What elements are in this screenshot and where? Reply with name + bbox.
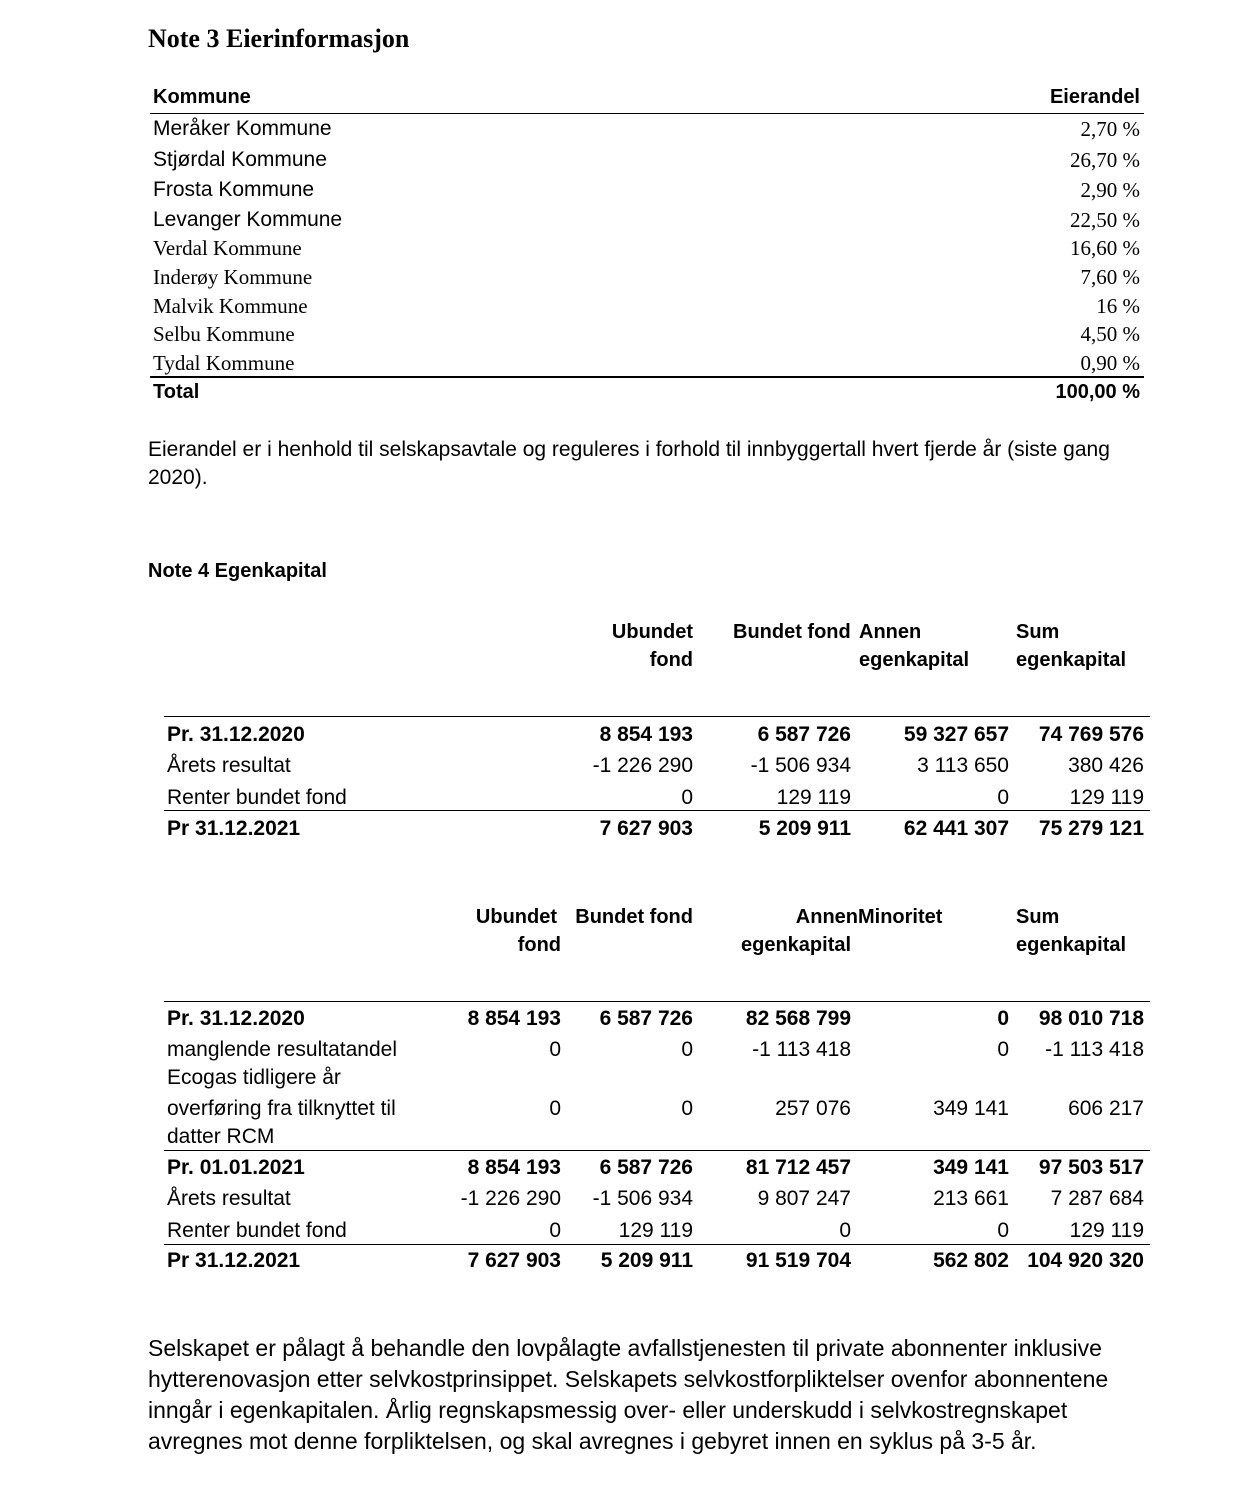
row-label: Pr 31.12.2021 xyxy=(167,1249,301,1272)
header-divider xyxy=(150,113,1144,114)
header-ubundet: Ubundet xyxy=(611,621,693,643)
row-label: Pr. 01.01.2021 xyxy=(167,1156,305,1179)
header-annen-line2: egenkapital xyxy=(741,934,852,956)
value-ubundet: 0 xyxy=(681,786,693,809)
value-annen: 0 xyxy=(839,1219,851,1242)
value-annen: 81 712 457 xyxy=(745,1156,851,1179)
header-annen: Annen xyxy=(795,906,858,928)
value-sum: 606 217 xyxy=(1068,1097,1144,1120)
value-minoritet: 0 xyxy=(997,1007,1009,1030)
value-ubundet: -1 226 290 xyxy=(592,754,693,777)
table-divider xyxy=(164,716,1150,717)
value-bundet: 5 209 911 xyxy=(758,817,851,840)
value-ubundet: 8 854 193 xyxy=(599,723,693,746)
header-sum-line2: egenkapital xyxy=(1016,649,1127,671)
ownership-header-row xyxy=(150,86,1144,114)
table-row xyxy=(150,322,1144,350)
ownership-share: 2,70 % xyxy=(1080,117,1140,141)
header-ubundet: Ubundet xyxy=(475,906,557,928)
header-ubundet-line2: fond xyxy=(517,934,561,956)
table-row xyxy=(150,265,1144,293)
value-ubundet: 7 627 903 xyxy=(467,1249,561,1272)
header-sum: Sum xyxy=(1016,906,1060,928)
municipality-name: Malvik Kommune xyxy=(153,294,308,318)
note4-title: Note 4 Egenkapital xyxy=(148,560,327,582)
row-label: Pr. 31.12.2020 xyxy=(167,1007,305,1030)
table-row xyxy=(150,294,1144,322)
value-bundet: 6 587 726 xyxy=(599,1156,693,1179)
table-row xyxy=(150,117,1144,145)
column-header-kommune: Kommune xyxy=(153,86,251,108)
total-divider xyxy=(150,376,1144,378)
ownership-share: 16,60 % xyxy=(1070,236,1140,260)
ownership-share: 0,90 % xyxy=(1080,351,1140,375)
table-divider xyxy=(164,1244,1150,1245)
row-label: manglende resultatandel xyxy=(167,1038,397,1061)
table-row xyxy=(150,351,1144,379)
municipality-name: Selbu Kommune xyxy=(153,322,295,346)
value-sum: 7 287 684 xyxy=(1050,1187,1144,1210)
value-bundet: -1 506 934 xyxy=(592,1187,693,1210)
value-minoritet: 562 802 xyxy=(933,1249,1009,1272)
column-header-eierandel: Eierandel xyxy=(1049,86,1140,108)
municipality-name: Inderøy Kommune xyxy=(153,265,313,289)
municipality-name: Verdal Kommune xyxy=(153,236,302,260)
table-divider xyxy=(164,1001,1150,1002)
header-annen-line2: egenkapital xyxy=(859,649,970,671)
value-annen: 91 519 704 xyxy=(745,1249,851,1272)
value-bundet: 129 119 xyxy=(776,786,851,809)
value-annen: -1 113 418 xyxy=(752,1038,851,1061)
value-sum: 129 119 xyxy=(1069,1219,1144,1242)
value-sum: 74 769 576 xyxy=(1038,723,1144,746)
municipality-name: Tydal Kommune xyxy=(153,351,295,375)
table-row xyxy=(150,236,1144,264)
total-row xyxy=(150,381,1144,409)
municipality-name: Stjørdal Kommune xyxy=(153,148,327,171)
value-ubundet: 0 xyxy=(549,1219,561,1242)
value-bundet: 5 209 911 xyxy=(600,1249,693,1272)
row-label: Renter bundet fond xyxy=(167,1219,347,1242)
row-label: overføring fra tilknyttet til xyxy=(167,1097,396,1120)
value-annen: 59 327 657 xyxy=(903,723,1009,746)
value-annen: 62 441 307 xyxy=(903,817,1009,840)
header-bundet-fond: Bundet fond xyxy=(575,906,693,928)
note3-title: Note 3 Eierinformasjon xyxy=(148,24,410,53)
value-minoritet: 213 661 xyxy=(933,1187,1009,1210)
ownership-share: 22,50 % xyxy=(1070,208,1140,232)
value-annen: 0 xyxy=(997,786,1009,809)
value-ubundet: 8 854 193 xyxy=(467,1007,561,1030)
selfcost-paragraph: Selskapet er pålagt å behandle den lovpålagte avfallstjenesten til private abonnenter inklusive hytterenovasjon etter selvkostprinsippet. Selskapets selvkostforpliktelser ovenfor abonnentene inngår i egenkapitalen. Årlig regnskapsmessig over- eller underskudd i selvkostregnskapet avregnes mot denne forpliktelsen, og skal avregnes i gebyret innen en syklus på 3-5 år. xyxy=(148,1335,1109,1454)
value-bundet: 0 xyxy=(681,1097,693,1120)
value-bundet: 0 xyxy=(681,1038,693,1061)
header-annen: Annen xyxy=(859,621,922,643)
value-ubundet: -1 226 290 xyxy=(460,1187,561,1210)
header-sum-line2: egenkapital xyxy=(1016,934,1127,956)
value-sum: 104 920 320 xyxy=(1027,1249,1144,1272)
ownership-share: 26,70 % xyxy=(1070,148,1140,172)
value-minoritet: 349 141 xyxy=(933,1097,1009,1120)
value-bundet: 129 119 xyxy=(618,1219,693,1242)
header-minoritet: Minoritet xyxy=(858,906,943,928)
municipality-name: Meråker Kommune xyxy=(153,117,332,140)
header-bundet-fond: Bundet fond xyxy=(733,621,851,643)
value-annen: 257 076 xyxy=(775,1097,851,1120)
value-annen: 3 113 650 xyxy=(917,754,1009,777)
header-sum: Sum xyxy=(1016,621,1060,643)
value-annen: 82 568 799 xyxy=(745,1007,851,1030)
value-minoritet: 349 141 xyxy=(933,1156,1009,1179)
value-sum: 380 426 xyxy=(1068,754,1144,777)
value-ubundet: 0 xyxy=(549,1097,561,1120)
value-bundet: 6 587 726 xyxy=(757,723,851,746)
value-bundet: -1 506 934 xyxy=(750,754,851,777)
total-label: Total xyxy=(153,381,200,403)
table-divider xyxy=(164,1150,1150,1151)
table-row xyxy=(150,148,1144,176)
row-label-line2: Ecogas tidligere år xyxy=(167,1066,341,1089)
municipality-name: Levanger Kommune xyxy=(153,208,343,231)
value-sum: 97 503 517 xyxy=(1038,1156,1144,1179)
ownership-share: 4,50 % xyxy=(1080,322,1140,346)
row-label: Pr. 31.12.2020 xyxy=(167,723,305,746)
value-bundet: 6 587 726 xyxy=(599,1007,693,1030)
value-sum: -1 113 418 xyxy=(1045,1038,1144,1061)
table-row xyxy=(150,178,1144,206)
value-sum: 98 010 718 xyxy=(1038,1007,1144,1030)
row-label-line2: datter RCM xyxy=(167,1125,275,1148)
ownership-note-paragraph: Eierandel er i henhold til selskapsavtale og reguleres i forhold til innbyggertall hvert fjerde år (siste gang 2020). xyxy=(148,438,1110,489)
row-label: Årets resultat xyxy=(167,1187,291,1210)
row-label: Renter bundet fond xyxy=(167,786,347,809)
ownership-share: 16 % xyxy=(1096,294,1140,318)
ownership-share: 7,60 % xyxy=(1080,265,1140,289)
value-sum: 75 279 121 xyxy=(1038,817,1144,840)
value-ubundet: 8 854 193 xyxy=(467,1156,561,1179)
value-minoritet: 0 xyxy=(997,1219,1009,1242)
header-ubundet-line2: fond xyxy=(649,649,693,671)
municipality-name: Frosta Kommune xyxy=(153,178,315,201)
value-ubundet: 0 xyxy=(549,1038,561,1061)
table-divider xyxy=(164,810,1150,811)
row-label: Årets resultat xyxy=(167,754,291,777)
value-annen: 9 807 247 xyxy=(757,1187,851,1210)
table-row xyxy=(150,208,1144,236)
value-minoritet: 0 xyxy=(997,1038,1009,1061)
ownership-share: 2,90 % xyxy=(1080,178,1140,202)
total-share: 100,00 % xyxy=(1055,381,1140,403)
value-ubundet: 7 627 903 xyxy=(599,817,693,840)
value-sum: 129 119 xyxy=(1069,786,1144,809)
row-label: Pr 31.12.2021 xyxy=(167,817,301,840)
